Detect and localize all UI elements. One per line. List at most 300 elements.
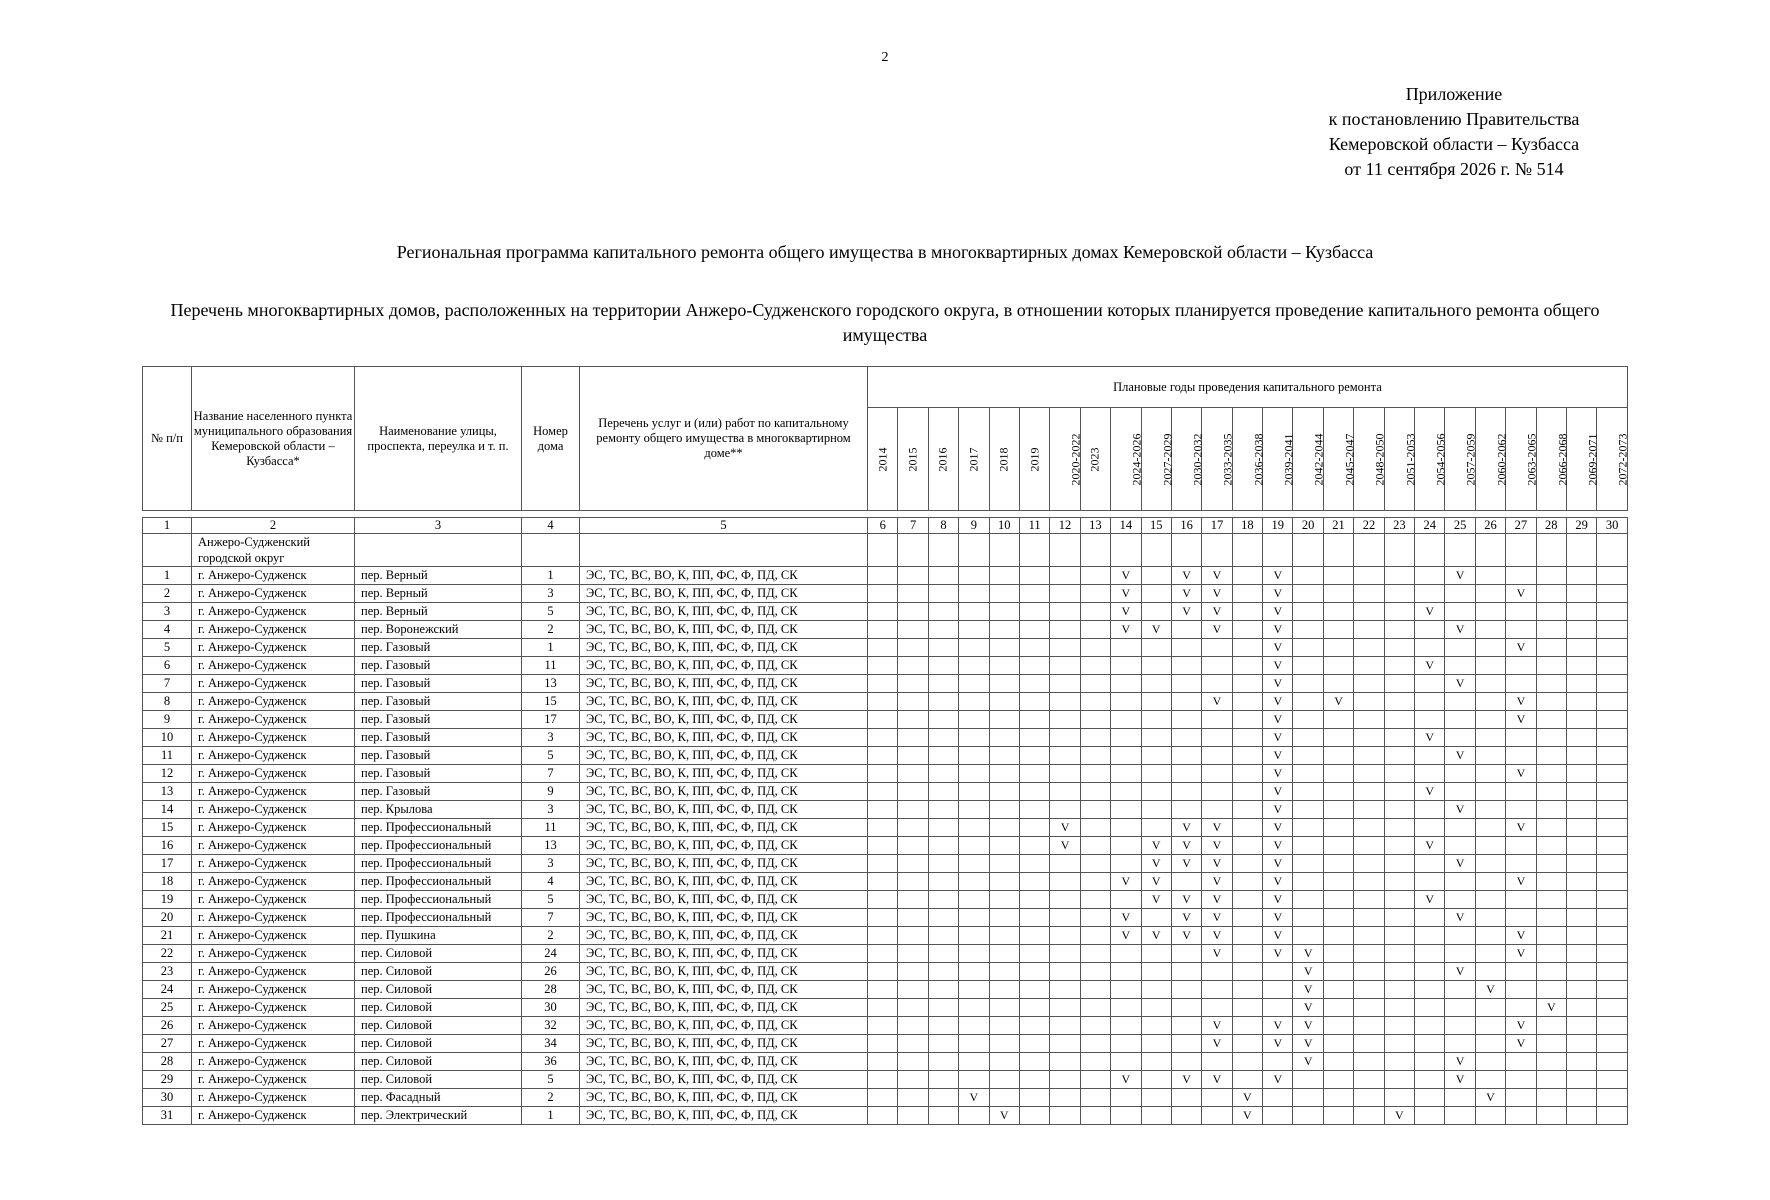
year-mark-cell: V (1415, 837, 1445, 855)
year-mark-cell: V (1263, 1017, 1293, 1035)
row-city: г. Анжеро-Судженск (192, 891, 355, 909)
year-mark-cell (1475, 1071, 1505, 1089)
year-mark-cell (1202, 963, 1232, 981)
year-label: 2042-2044 (1311, 433, 1326, 485)
year-mark-cell (989, 693, 1019, 711)
year-mark-cell (1475, 711, 1505, 729)
year-mark-cell (868, 639, 898, 657)
year-mark-cell (1263, 1107, 1293, 1125)
row-number: 22 (143, 945, 192, 963)
row-street: пер. Силовой (355, 981, 522, 999)
year-mark-cell (1080, 981, 1110, 999)
year-mark-cell (928, 657, 958, 675)
year-mark-cell (1019, 603, 1049, 621)
year-mark-cell (1111, 837, 1141, 855)
year-mark-cell (1354, 675, 1384, 693)
year-mark-cell (1080, 675, 1110, 693)
year-mark-cell (1384, 621, 1414, 639)
year-mark-cell: V (1111, 909, 1141, 927)
okrug-name: Анжеро-Судженский городской округ (192, 534, 355, 567)
year-mark-cell (1415, 585, 1445, 603)
year-mark-cell (1475, 1017, 1505, 1035)
year-mark-cell (1597, 639, 1628, 657)
row-services: ЭС, ТС, ВС, ВО, К, ПП, ФС, Ф, ПД, СК (580, 1017, 868, 1035)
row-house: 1 (522, 1107, 580, 1125)
row-street: пер. Газовый (355, 783, 522, 801)
row-house: 1 (522, 567, 580, 585)
year-mark-cell: V (1171, 1071, 1201, 1089)
document-title: Региональная программа капитального ремонта общего имущества в многоквартирных домах Кемеровской области – Кузбасса (396, 242, 1374, 262)
year-mark-cell (1415, 765, 1445, 783)
year-mark-cell (1080, 567, 1110, 585)
year-mark-cell (1232, 1035, 1262, 1053)
year-mark-cell (1597, 1017, 1628, 1035)
year-mark-cell: V (1415, 783, 1445, 801)
appendix-line: к постановлению Правительства (1328, 109, 1580, 129)
year-mark-cell (1415, 1071, 1445, 1089)
year-mark-cell (1202, 765, 1232, 783)
year-mark-cell (1384, 837, 1414, 855)
year-mark-cell (1293, 693, 1323, 711)
year-mark-cell (1141, 909, 1171, 927)
row-services: ЭС, ТС, ВС, ВО, К, ПП, ФС, Ф, ПД, СК (580, 981, 868, 999)
year-mark-cell (898, 819, 928, 837)
year-mark-cell (1354, 711, 1384, 729)
year-mark-cell (959, 891, 989, 909)
year-mark-cell (868, 783, 898, 801)
year-mark-cell (1475, 585, 1505, 603)
header-house: Номер дома (522, 367, 580, 511)
row-street: пер. Профессиональный (355, 909, 522, 927)
year-mark-cell: V (1263, 1071, 1293, 1089)
year-mark-cell (1536, 837, 1566, 855)
year-mark-cell (1506, 1107, 1536, 1125)
year-mark-cell (1415, 999, 1445, 1017)
year-mark-cell: V (1111, 585, 1141, 603)
year-mark-cell (928, 873, 958, 891)
year-mark-cell (959, 693, 989, 711)
year-mark-cell (1475, 1035, 1505, 1053)
year-mark-cell (868, 909, 898, 927)
year-mark-cell (989, 765, 1019, 783)
year-mark-cell (1080, 729, 1110, 747)
year-mark-cell: V (1445, 855, 1475, 873)
year-label: 2015 (905, 447, 920, 471)
year-mark-cell (1080, 1071, 1110, 1089)
column-number: 18 (1232, 518, 1262, 534)
year-mark-cell (1111, 945, 1141, 963)
year-mark-cell (1354, 1089, 1384, 1107)
year-mark-cell (1475, 675, 1505, 693)
year-mark-cell (989, 675, 1019, 693)
year-mark-cell (1597, 801, 1628, 819)
table-row (143, 909, 1628, 927)
year-mark-cell (1415, 909, 1445, 927)
year-label: 2017 (966, 447, 981, 471)
year-mark-cell (1019, 567, 1049, 585)
year-mark-cell (1232, 711, 1262, 729)
row-street: пер. Газовый (355, 675, 522, 693)
year-mark-cell (989, 1071, 1019, 1089)
year-mark-cell (1445, 1017, 1475, 1035)
year-mark-cell (1384, 855, 1414, 873)
year-mark-cell (1445, 927, 1475, 945)
row-number: 24 (143, 981, 192, 999)
row-street: пер. Силовой (355, 945, 522, 963)
year-mark-cell (1171, 1053, 1201, 1071)
year-mark-cell (989, 585, 1019, 603)
year-mark-cell: V (1202, 873, 1232, 891)
year-header (1475, 408, 1509, 511)
year-header (1019, 408, 1049, 511)
year-mark-cell (1080, 1035, 1110, 1053)
okrug-cell (1019, 534, 1049, 567)
year-mark-cell (1415, 621, 1445, 639)
year-mark-cell (1323, 909, 1353, 927)
row-city: г. Анжеро-Судженск (192, 801, 355, 819)
row-services: ЭС, ТС, ВС, ВО, К, ПП, ФС, Ф, ПД, СК (580, 585, 868, 603)
year-mark-cell (1536, 1035, 1566, 1053)
table-row (143, 945, 1628, 963)
row-street: пер. Газовый (355, 657, 522, 675)
year-mark-cell (1019, 1017, 1049, 1035)
year-mark-cell (928, 891, 958, 909)
okrug-cell (1323, 534, 1353, 567)
year-mark-cell (1384, 909, 1414, 927)
year-mark-cell (1232, 837, 1262, 855)
year-mark-cell: V (1171, 855, 1201, 873)
year-mark-cell (1506, 747, 1536, 765)
year-mark-cell: V (1506, 639, 1536, 657)
year-mark-cell (1445, 765, 1475, 783)
year-mark-cell (1566, 855, 1596, 873)
year-mark-cell (1080, 747, 1110, 765)
year-mark-cell: V (1415, 657, 1445, 675)
year-mark-cell (1354, 1107, 1384, 1125)
year-mark-cell (1536, 657, 1566, 675)
year-header (959, 408, 989, 511)
year-mark-cell (1171, 1017, 1201, 1035)
year-mark-cell (1506, 603, 1536, 621)
year-mark-cell (1141, 963, 1171, 981)
year-mark-cell (898, 981, 928, 999)
year-mark-cell (1293, 747, 1323, 765)
table-row (143, 1071, 1628, 1089)
year-label: 2033-2035 (1220, 433, 1235, 485)
year-mark-cell: V (1293, 999, 1323, 1017)
year-mark-cell: V (1263, 819, 1293, 837)
row-street: пер. Силовой (355, 1017, 522, 1035)
header-settlement: Название населенного пункта муниципального образования Кемеровской области – Кузбасса* (192, 367, 355, 511)
column-number: 26 (1475, 518, 1505, 534)
year-mark-cell (1171, 945, 1201, 963)
year-mark-cell (1171, 711, 1201, 729)
year-mark-cell (1232, 621, 1262, 639)
year-mark-cell (1323, 837, 1353, 855)
year-mark-cell (1019, 657, 1049, 675)
year-mark-cell (1171, 783, 1201, 801)
row-city: г. Анжеро-Судженск (192, 1017, 355, 1035)
year-mark-cell (898, 909, 928, 927)
year-mark-cell (1415, 819, 1445, 837)
year-mark-cell: V (1141, 837, 1171, 855)
year-mark-cell (1415, 927, 1445, 945)
year-mark-cell (1384, 945, 1414, 963)
year-mark-cell (1354, 1035, 1384, 1053)
year-label: 2018 (996, 447, 1011, 471)
row-city: г. Анжеро-Судженск (192, 783, 355, 801)
year-mark-cell (1019, 999, 1049, 1017)
row-house: 13 (522, 675, 580, 693)
year-mark-cell (1566, 621, 1596, 639)
header-num: № п/п (143, 367, 192, 511)
year-label: 2027-2029 (1160, 433, 1175, 485)
year-mark-cell (1202, 729, 1232, 747)
year-mark-cell (868, 585, 898, 603)
row-city: г. Анжеро-Судженск (192, 819, 355, 837)
year-mark-cell (1566, 693, 1596, 711)
year-mark-cell (1323, 765, 1353, 783)
table-row (143, 675, 1628, 693)
year-mark-cell (1354, 873, 1384, 891)
year-mark-cell (1111, 675, 1141, 693)
year-mark-cell (1323, 1053, 1353, 1071)
year-mark-cell (928, 1053, 958, 1071)
year-header (898, 408, 928, 511)
year-mark-cell (1597, 603, 1628, 621)
year-mark-cell (1141, 1089, 1171, 1107)
year-mark-cell (1384, 1089, 1414, 1107)
year-mark-cell (1384, 981, 1414, 999)
year-mark-cell (1354, 999, 1384, 1017)
year-mark-cell (1354, 909, 1384, 927)
year-mark-cell (1232, 1053, 1262, 1071)
row-services: ЭС, ТС, ВС, ВО, К, ПП, ФС, Ф, ПД, СК (580, 729, 868, 747)
okrug-cell (1141, 534, 1171, 567)
year-mark-cell (1475, 909, 1505, 927)
year-mark-cell (928, 747, 958, 765)
year-mark-cell (898, 963, 928, 981)
year-mark-cell (1506, 1089, 1536, 1107)
year-mark-cell: V (1445, 621, 1475, 639)
year-mark-cell (1445, 693, 1475, 711)
year-mark-cell (1050, 783, 1080, 801)
year-mark-cell (1597, 945, 1628, 963)
year-mark-cell (1536, 945, 1566, 963)
table-row (143, 783, 1628, 801)
year-mark-cell: V (1475, 981, 1505, 999)
year-header (1323, 408, 1357, 511)
row-number: 8 (143, 693, 192, 711)
year-mark-cell (959, 765, 989, 783)
table-row (143, 837, 1628, 855)
row-services: ЭС, ТС, ВС, ВО, К, ПП, ФС, Ф, ПД, СК (580, 765, 868, 783)
year-mark-cell (868, 945, 898, 963)
year-mark-cell (1111, 765, 1141, 783)
year-mark-cell (898, 1053, 928, 1071)
year-mark-cell (1445, 711, 1475, 729)
row-number: 10 (143, 729, 192, 747)
year-label: 2030-2032 (1190, 433, 1205, 485)
year-mark-cell (1019, 837, 1049, 855)
row-number: 26 (143, 1017, 192, 1035)
column-number: 9 (959, 518, 989, 534)
year-mark-cell (1080, 783, 1110, 801)
year-mark-cell (1384, 783, 1414, 801)
year-mark-cell (868, 711, 898, 729)
year-mark-cell (1354, 945, 1384, 963)
year-mark-cell (928, 1017, 958, 1035)
year-mark-cell (1019, 783, 1049, 801)
year-mark-cell: V (1445, 1071, 1475, 1089)
year-mark-cell (1293, 765, 1323, 783)
row-city: г. Анжеро-Судженск (192, 585, 355, 603)
okrug-cell (1263, 534, 1293, 567)
year-mark-cell (1506, 1053, 1536, 1071)
row-house: 2 (522, 1089, 580, 1107)
row-number: 23 (143, 963, 192, 981)
year-mark-cell (1019, 873, 1049, 891)
year-mark-cell (1597, 693, 1628, 711)
year-mark-cell (1415, 963, 1445, 981)
year-mark-cell (928, 855, 958, 873)
year-header (1171, 408, 1205, 511)
row-services: ЭС, ТС, ВС, ВО, К, ПП, ФС, Ф, ПД, СК (580, 891, 868, 909)
year-mark-cell (1536, 873, 1566, 891)
year-mark-cell (1566, 567, 1596, 585)
okrug-cell (868, 534, 898, 567)
row-number: 9 (143, 711, 192, 729)
row-house: 24 (522, 945, 580, 963)
year-mark-cell (1171, 657, 1201, 675)
year-mark-cell (1050, 693, 1080, 711)
year-mark-cell (928, 1035, 958, 1053)
year-mark-cell: V (1263, 765, 1293, 783)
year-mark-cell (1445, 729, 1475, 747)
year-mark-cell (1141, 981, 1171, 999)
row-number: 2 (143, 585, 192, 603)
table-row (143, 1107, 1628, 1125)
year-mark-cell (1141, 999, 1171, 1017)
row-house: 2 (522, 621, 580, 639)
table-row (143, 855, 1628, 873)
year-mark-cell (1080, 999, 1110, 1017)
year-mark-cell: V (1263, 603, 1293, 621)
row-street: пер. Газовый (355, 729, 522, 747)
year-mark-cell (1080, 1107, 1110, 1125)
row-number: 13 (143, 783, 192, 801)
year-mark-cell (1171, 873, 1201, 891)
year-mark-cell (1445, 783, 1475, 801)
year-mark-cell (959, 603, 989, 621)
year-mark-cell: V (1263, 621, 1293, 639)
year-mark-cell: V (1263, 783, 1293, 801)
column-number: 13 (1080, 518, 1110, 534)
row-street: пер. Профессиональный (355, 855, 522, 873)
year-mark-cell (959, 783, 989, 801)
year-mark-cell (1566, 1071, 1596, 1089)
table-row (143, 801, 1628, 819)
year-mark-cell (1171, 621, 1201, 639)
year-mark-cell (1384, 963, 1414, 981)
column-number: 25 (1445, 518, 1475, 534)
year-mark-cell (1323, 585, 1353, 603)
year-mark-cell (959, 837, 989, 855)
year-mark-cell (1171, 639, 1201, 657)
year-mark-cell: V (1202, 819, 1232, 837)
year-header (1536, 408, 1570, 511)
row-number: 27 (143, 1035, 192, 1053)
year-mark-cell (1111, 729, 1141, 747)
year-mark-cell (1202, 801, 1232, 819)
year-mark-cell (1080, 945, 1110, 963)
year-mark-cell (1597, 927, 1628, 945)
year-mark-cell (1566, 585, 1596, 603)
year-mark-cell (1323, 657, 1353, 675)
year-mark-cell (1536, 783, 1566, 801)
year-mark-cell (1232, 1017, 1262, 1035)
year-mark-cell (1566, 873, 1596, 891)
year-mark-cell (1475, 747, 1505, 765)
table-row (143, 567, 1628, 585)
year-mark-cell: V (1293, 981, 1323, 999)
year-label: 2063-2065 (1524, 433, 1539, 485)
year-mark-cell (1415, 855, 1445, 873)
row-house: 3 (522, 801, 580, 819)
year-mark-cell (1050, 711, 1080, 729)
column-number: 24 (1415, 518, 1445, 534)
year-mark-cell (1202, 657, 1232, 675)
row-city: г. Анжеро-Судженск (192, 657, 355, 675)
year-mark-cell (1445, 639, 1475, 657)
year-mark-cell: V (1293, 963, 1323, 981)
row-services: ЭС, ТС, ВС, ВО, К, ПП, ФС, Ф, ПД, СК (580, 639, 868, 657)
row-city: г. Анжеро-Судженск (192, 1053, 355, 1071)
year-mark-cell (1080, 711, 1110, 729)
year-mark-cell (1111, 639, 1141, 657)
year-mark-cell: V (1171, 819, 1201, 837)
year-mark-cell (1263, 1089, 1293, 1107)
year-mark-cell (1019, 585, 1049, 603)
year-mark-cell (1050, 873, 1080, 891)
year-mark-cell (1050, 621, 1080, 639)
year-mark-cell (1384, 927, 1414, 945)
year-mark-cell (1445, 837, 1475, 855)
row-house: 3 (522, 585, 580, 603)
column-number: 5 (580, 518, 868, 534)
year-mark-cell (989, 837, 1019, 855)
year-mark-cell (1566, 819, 1596, 837)
year-mark-cell (928, 963, 958, 981)
year-mark-cell (928, 819, 958, 837)
row-street: пер. Пушкина (355, 927, 522, 945)
column-number: 3 (355, 518, 522, 534)
year-mark-cell (1050, 981, 1080, 999)
year-mark-cell (989, 819, 1019, 837)
year-mark-cell (1232, 585, 1262, 603)
year-mark-cell (1536, 1017, 1566, 1035)
year-mark-cell (1415, 693, 1445, 711)
year-mark-cell (1111, 855, 1141, 873)
year-mark-cell (1323, 801, 1353, 819)
year-mark-cell (1384, 1017, 1414, 1035)
row-house: 3 (522, 855, 580, 873)
year-mark-cell (1323, 711, 1353, 729)
year-mark-cell (928, 711, 958, 729)
row-city: г. Анжеро-Судженск (192, 1071, 355, 1089)
row-services: ЭС, ТС, ВС, ВО, К, ПП, ФС, Ф, ПД, СК (580, 675, 868, 693)
year-mark-cell (1171, 999, 1201, 1017)
